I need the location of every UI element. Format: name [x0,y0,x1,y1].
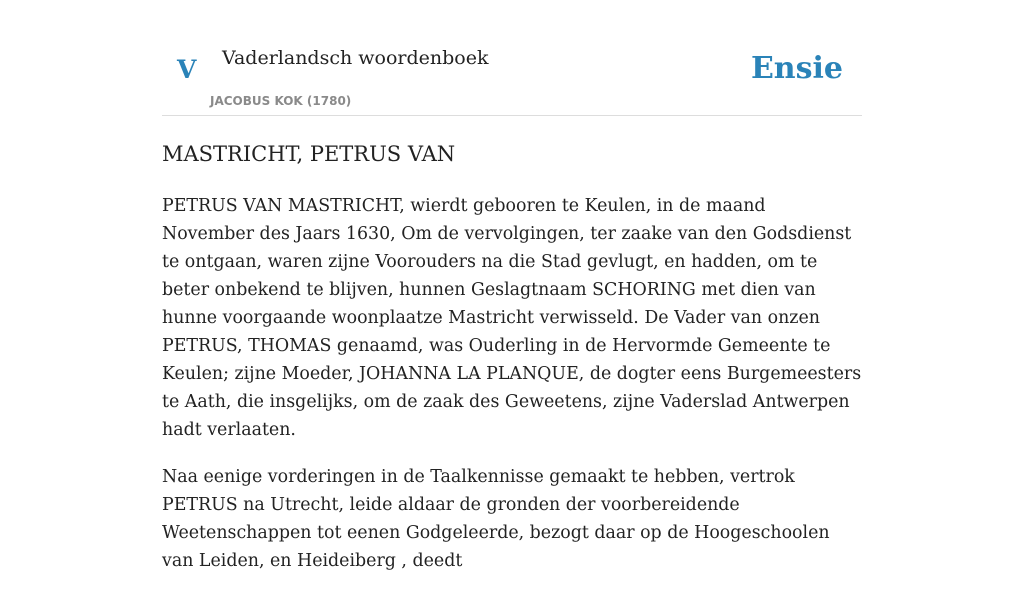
book-title[interactable]: Vaderlandsch woordenboek [222,47,489,69]
entry-title: MASTRICHT, PETRUS VAN [162,142,456,166]
entry-body [162,192,862,594]
header [162,0,862,116]
book-author: JACOBUS KOK (1780) [210,94,352,108]
page [162,0,862,571]
brand-logo[interactable]: Ensie [750,51,843,86]
entry-paragraph: PETRUS VAN MASTRICHT, wierdt gebooren te Keulen, in de maand November des Jaars 1630, Om de vervolgingen, ter zaake van den Godsdienst te ontgaan, waren zijne Voorouders na die Stad gevlugt, en hadden, om te beter onbekend te blijven, hunnen Geslagtnaam SCHORING met dien van hunne voorgaande woonplaatze Mastricht verwisseld. De Vader van onzen PETRUS, THOMAS genaamd, was Ouderling in de Hervormde Gemeente te Keulen; zijne Moeder, JOHANNA LA PLANQUE, de dogter eens Burgemeesters te Aath, die insgelijks, om de zaak des Geweetens, zijne Vaderslad Antwerpen hadt verlaaten. [162,196,862,440]
volume-letter[interactable]: V [177,55,197,84]
entry-paragraph: Naa eenige vorderingen in de Taalkennisse gemaakt te hebben, vertrok PETRUS na Utrecht, leide aldaar de gronden der voorbereidende Weetenschappen tot eenen Godgeleerde, bezogt daar op de Hoogeschoolen van Leiden, en Heideiberg , deedt [162,467,830,571]
